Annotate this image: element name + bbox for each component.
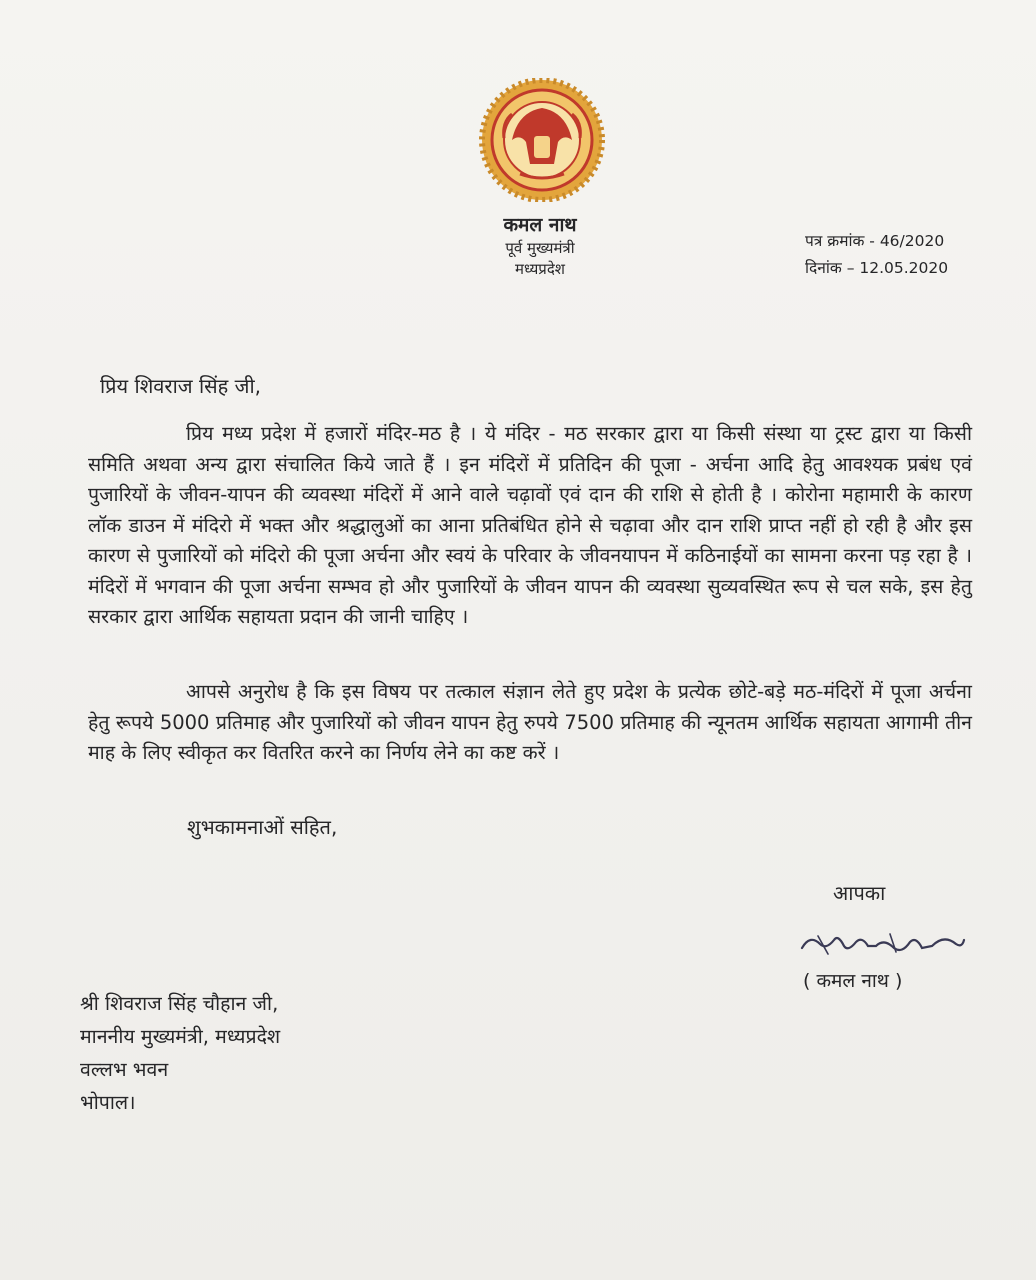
signatory-name: ( कमल नाथ ) — [803, 970, 903, 992]
recipient-name: श्री शिवराज सिंह चौहान जी, — [80, 992, 279, 1015]
recipient-address — [80, 987, 280, 1119]
body-paragraph-1: प्रिय मध्य प्रदेश में हजारों मंदिर-मठ है । ये मंदिर - मठ सरकार द्वारा या किसी संस्था या ट्रस्ट द्वारा या किसी समिति अथवा अन्य द्वारा संचालित किये जाते हैं । इन मंदिरों में प्रतिदिन की पूजा - अर्चना आदि हेतु आवश्यक प्रबंध एवं पुजारियों के जीवन-यापन की व्यवस्था मंदिरों में आने वाले चढ़ावों एवं दान की राशि से होती है । कोरोना महामारी के कारण लॉक डाउन में मंदिरो में भक्त और श्रद्धालुओं का आना प्रतिबंधित होने से चढ़ावा और दान राशि प्राप्त नहीं हो रही है और इस कारण से पुजारियों को मंदिरो की पूजा अर्चना और स्वयं के परिवार के जीवनयापन में कठिनाईयों का सामना करना पड़ रहा है । मंदिरों में भगवान की पूजा अर्चना सम्भव हो और पुजारियों के जीवन यापन की व्यवस्था सुव्यवस्थित रूप से चल सके, इस हेतु सरकार द्वारा आर्थिक सहायता प्रदान की जानी चाहिए । — [88, 422, 972, 628]
recipient-building: वल्लभ भवन — [80, 1058, 169, 1081]
body-paragraph-2: आपसे अनुरोध है कि इस विषय पर तत्काल संज्ञान लेते हुए प्रदेश के प्रत्येक छोटे-बड़े मठ-मंदिरों में पूजा अर्चना हेतु रूपये 5000 प्रतिमाह और पुजारियों को जीवन यापन हेतु रुपये 7500 प्रतिमाह की न्यूनतम आर्थिक सहायता आगामी तीन माह के लिए स्वीकृत कर वितरित करने का निर्णय लेने का कष्ट करें । — [88, 680, 972, 764]
sender-block — [440, 212, 640, 280]
emblem-lion-capital — [534, 136, 550, 158]
letter-date: दिनांक – 12.05.2020 — [805, 259, 949, 277]
reference-block — [805, 228, 948, 282]
closing-line: शुभकामनाओं सहित, — [187, 815, 338, 839]
state-emblem-icon — [468, 78, 616, 202]
sender-title: पूर्व मुख्यमंत्री — [505, 239, 575, 257]
salutation: प्रिय शिवराज सिंह जी, — [100, 374, 262, 398]
sender-state: मध्यप्रदेश — [514, 260, 565, 278]
sender-name: कमल नाथ — [503, 214, 577, 236]
letter-number: पत्र क्रमांक - 46/2020 — [805, 232, 945, 250]
recipient-city: भोपाल। — [80, 1091, 136, 1114]
recipient-designation: माननीय मुख्यमंत्री, मध्यप्रदेश — [80, 1025, 281, 1048]
yours-label: आपका — [833, 881, 886, 905]
signature-icon — [798, 926, 968, 960]
